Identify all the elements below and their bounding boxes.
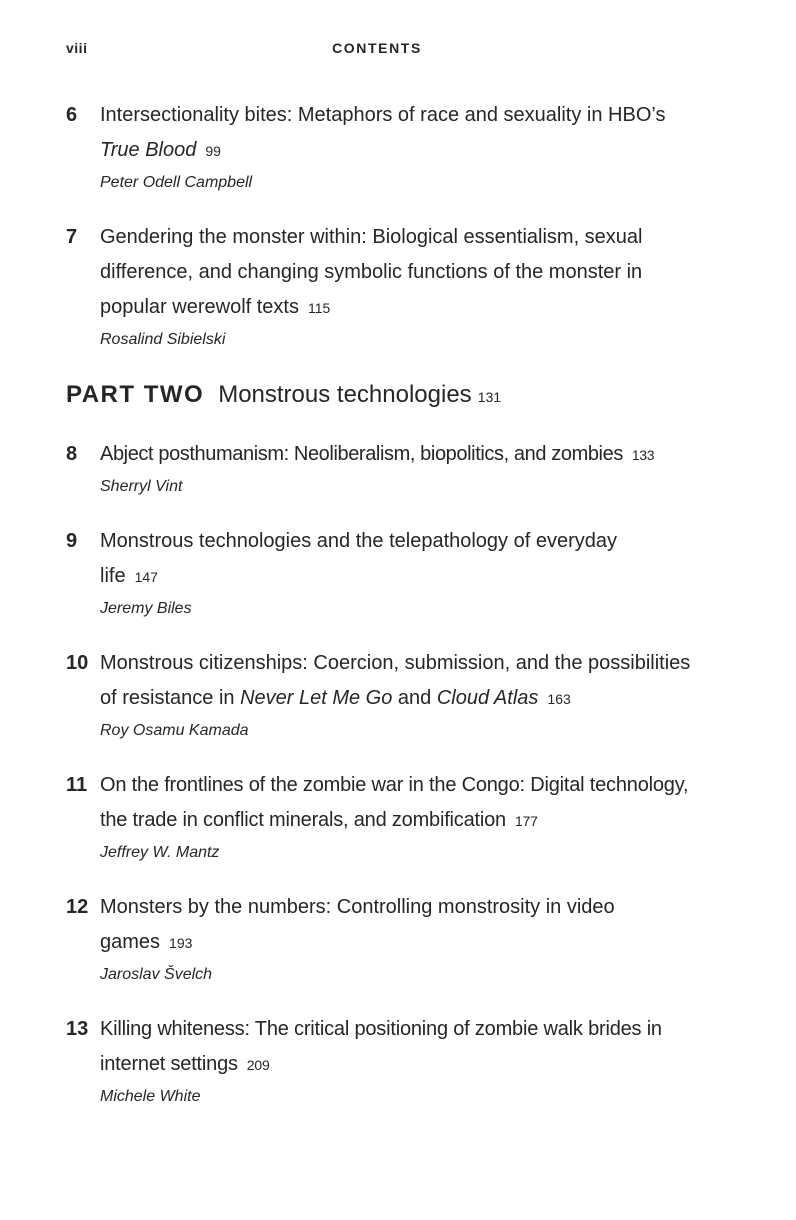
chapter-author: Jaroslav Švelch bbox=[100, 966, 213, 983]
chapter-title: Gendering the monster within: Biological essentialism, sexual difference, and changing symbolic functions of the monster in popular werewolf texts 115 bbox=[100, 226, 643, 318]
chapter-page: 147 bbox=[134, 569, 158, 585]
toc-entry-6[interactable] bbox=[66, 98, 706, 193]
chapter-title: Monstrous technologies and the telepathology of everyday life 147 bbox=[100, 530, 618, 587]
chapter-number: 8 bbox=[66, 443, 78, 465]
page-number: viii bbox=[66, 40, 88, 56]
chapter-author: Peter Odell Campbell bbox=[100, 174, 253, 191]
part-heading[interactable] bbox=[66, 377, 706, 415]
chapter-number: 6 bbox=[66, 104, 78, 126]
table-of-contents bbox=[66, 98, 706, 1134]
chapter-title: Monsters by the numbers: Controlling monstrosity in video games 193 bbox=[100, 896, 615, 953]
chapter-author: Roy Osamu Kamada bbox=[100, 722, 249, 739]
chapter-page: 177 bbox=[514, 813, 538, 829]
chapter-page: 193 bbox=[169, 935, 193, 951]
chapter-number: 7 bbox=[66, 226, 78, 248]
part-page: 131 bbox=[477, 389, 502, 405]
toc-entry-13[interactable] bbox=[66, 1012, 706, 1107]
toc-entry-11[interactable] bbox=[66, 768, 706, 863]
toc-entry-10[interactable] bbox=[66, 646, 706, 741]
part-label: PART TWO bbox=[66, 381, 205, 408]
chapter-title: On the frontlines of the zombie war in the Congo: Digital technology, the trade in conflict minerals, and zombification 177 bbox=[100, 774, 689, 831]
chapter-page: 115 bbox=[307, 300, 331, 316]
chapter-page: 99 bbox=[205, 143, 221, 159]
chapter-page: 163 bbox=[547, 691, 571, 707]
chapter-number: 13 bbox=[66, 1018, 89, 1040]
toc-entry-9[interactable] bbox=[66, 524, 706, 619]
chapter-author: Jeremy Biles bbox=[100, 600, 192, 617]
chapter-page: 209 bbox=[246, 1057, 270, 1073]
chapter-title: Intersectionality bites: Metaphors of race and sexuality in HBO’s True Blood 99 bbox=[100, 104, 666, 161]
chapter-title: Monstrous citizenships: Coercion, submission, and the possibilities of resistance in Never Let Me Go and Cloud Atlas 163 bbox=[100, 652, 691, 709]
toc-entry-8[interactable] bbox=[66, 437, 706, 497]
chapter-number: 12 bbox=[66, 896, 89, 918]
chapter-author: Jeffrey W. Mantz bbox=[100, 844, 220, 861]
running-head bbox=[66, 40, 756, 60]
chapter-title: Killing whiteness: The critical positioning of zombie walk brides in internet settings 209 bbox=[100, 1018, 662, 1075]
toc-entry-12[interactable] bbox=[66, 890, 706, 985]
part-title: Monstrous technologies bbox=[218, 381, 472, 408]
chapter-author: Rosalind Sibielski bbox=[100, 331, 226, 348]
section-title: CONTENTS bbox=[332, 40, 422, 56]
chapter-page: 133 bbox=[631, 447, 655, 463]
toc-entry-7[interactable] bbox=[66, 220, 706, 350]
chapter-author: Sherryl Vint bbox=[100, 478, 183, 495]
chapter-number: 11 bbox=[66, 774, 88, 796]
chapter-title: Abject posthumanism: Neoliberalism, biopolitics, and zombies 133 bbox=[100, 443, 655, 465]
chapter-number: 9 bbox=[66, 530, 78, 552]
chapter-number: 10 bbox=[66, 652, 89, 674]
chapter-author: Michele White bbox=[100, 1088, 201, 1105]
